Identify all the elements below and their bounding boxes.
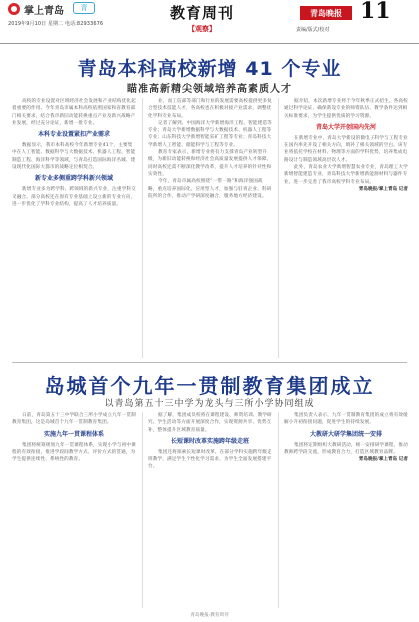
article2-byline: 青岛晚报/掌上青岛 记者 [358,457,408,463]
article1-column-3 [284,98,408,358]
article1-column-2 [148,98,272,358]
column-divider [278,98,279,358]
page-number: 11 [360,0,391,24]
article2-subhead: 以青岛第五十三中学为龙头与三所小学协同组成 [104,399,315,409]
article2-column-1 [12,412,136,608]
article1-column-heading: 本科专业设置紧扣产业需求 [37,131,110,139]
app-logo-icon [8,3,20,15]
article1-paragraph: 教育专家表示，新增专业将有力支撑青岛产业转型升级，为新旧动能转换和经济社会高质量发展提供人才保障。同时高校还需不断深化教学改革，提升人才培养的针对性和实效性。 [148,150,272,177]
article1-paragraph: 在新增专业中，青岛大学新设的微电子科学与工程专业在国内率先开设了相关方向，填补了相关领域的空白。该专业将依托学校在材料、物理等方面的学科优势，培养集成电路设计与制造领域高层次人才。 [284,135,408,163]
article1-paragraph: 新增专业多为跨学科、跨领域的新兴专业，注重学科交叉融合。部分高校还在原有专业基础上设立新的专业方向，进一步优化了学科专业结构，提高了人才培养质量。 [12,187,136,207]
article2-column-3 [284,412,408,608]
article2-paragraph: 集团将定期组织大教研活动，统一安排研学课程，推动教师跨学段交流，形成教育合力，打造区域教育品牌。 [284,442,408,455]
article1-paragraph: 记者了解到，中国海洋大学新增海洋工程、智能建造等专业；青岛大学新增数据科学与大数据技术、机器人工程等专业；山东科技大学新增智能采矿工程等专业；青岛科技大学新增人工智能、储能科学与工程等专业。 [148,120,272,148]
article2-paragraph: 日前，青岛第五十三中学联合三所小学成立九年一贯制教育集团，这是岛城首个九年一贯制教育集团。 [12,413,136,426]
article1-byline: 青岛晚报/掌上青岛 记者 [358,186,408,192]
section-divider [12,362,407,363]
article1-column-1 [12,98,136,358]
article1-headline: 青岛本科高校新增 41 个专业 [77,58,342,80]
article2-paragraph: 集团负责人表示，九年一贯制教育集团的成立将有效缓解小升初衔接问题，促进学生的持续发展。 [284,413,408,426]
masthead [0,0,419,44]
article2-paragraph: 集团将统筹规划九年一贯课程体系，实现小学与初中课程的有效衔接，推进学段间教学方式、评价方式的贯通，为学生提供连续性、系统性的教育。 [12,442,136,463]
article2-paragraph: 据了解，集团成员校将在课程建设、师资培训、教学研究、学生活动等方面开展深度合作，实现资源共享、优势互补，整体提升区域教育质量。 [148,413,272,433]
article2-column-heading: 长短课时改革实施跨年级走班 [170,437,249,445]
section-tags: 责编/版式/校对 [296,27,330,33]
article1-paragraph: 此外，青岛农业大学新增智慧农业专业，青岛理工大学新增智能建造专业，青岛科技大学新增新能源材料与器件专业，进一步完善了我市高校学科专业布局。 [284,165,408,185]
article1-paragraph: 高校的专业设置对区域经济社会发展和产业结构优化起着重要的作用。今年青岛市属本科高校依照国家和省教育部门相关要求，结合我市新旧动能转换重点产业及新兴战略产业发展，经过充分论证，新增一批专业。 [12,99,136,126]
article2-paragraph: 集团还将探索长短课时改革，在部分学科实施跨年级走班教学，满足学生个性化学习需求，为学生全面发展搭建平台。 [148,449,272,470]
article2-column-2 [148,412,272,608]
article1-column-heading: 新专业多侧重跨学科新兴领域 [34,175,113,183]
section-title: 教育周刊 [170,4,235,22]
article2-headline: 岛城首个九年一贯制教育集团成立 [44,374,375,398]
article1-subhead: 瞄准高新精尖领域培养高素质人才 [127,84,292,95]
article1-paragraph: 今年，青岛市属高校围绕“一带一路”和海洋强国战略，重点培养国际化、应用型人才，加强与驻青企业、科研院所的合作，推动产学研深度融合，服务地方经济建设。 [148,179,272,199]
newspaper-logo: 青岛晚报 [300,6,352,20]
article1-paragraph: 业，而工信部等部门和行业的发展需要高校提供更多复合型技术技能人才，各高校也在积极对接产业需求，调整优化学科专业布局。 [148,99,272,119]
article2-column-heading: 大教研大研学集团统一安排 [309,430,382,438]
section-subtitle: 【观察】 [188,25,216,33]
page-footer: 青岛晚报·教育周刊 [190,613,229,618]
app-name: 掌上青岛 [24,6,64,17]
column-divider [142,98,143,358]
column-divider [278,412,279,608]
article1-paragraph: 数据显示，我市本科高校今年新增专业41个，主要集中在人工智能、数据科学与大数据技术、机器人工程、智能制造工程、海洋科学等领域，与青岛打造国际海洋名城、建设现代化国际大都市的战略定位相契合。 [12,143,136,171]
article1-column-heading: 青岛大学开创国内先河 [315,123,376,131]
article2-column-heading: 实施九年一贯课程体系 [43,430,104,438]
article1-paragraph: 据介绍，本次新增专业将于今年秋季正式招生。各高校通过科学论证，确保新设专业的师资队伍、教学条件达到相关标准要求，为学生提供优质的学习资源。 [284,99,408,119]
qr-badge: 青 [73,2,95,14]
column-divider [142,412,143,608]
issue-meta: 2019年9月10日 星期二 电话:82933676 [8,21,104,27]
